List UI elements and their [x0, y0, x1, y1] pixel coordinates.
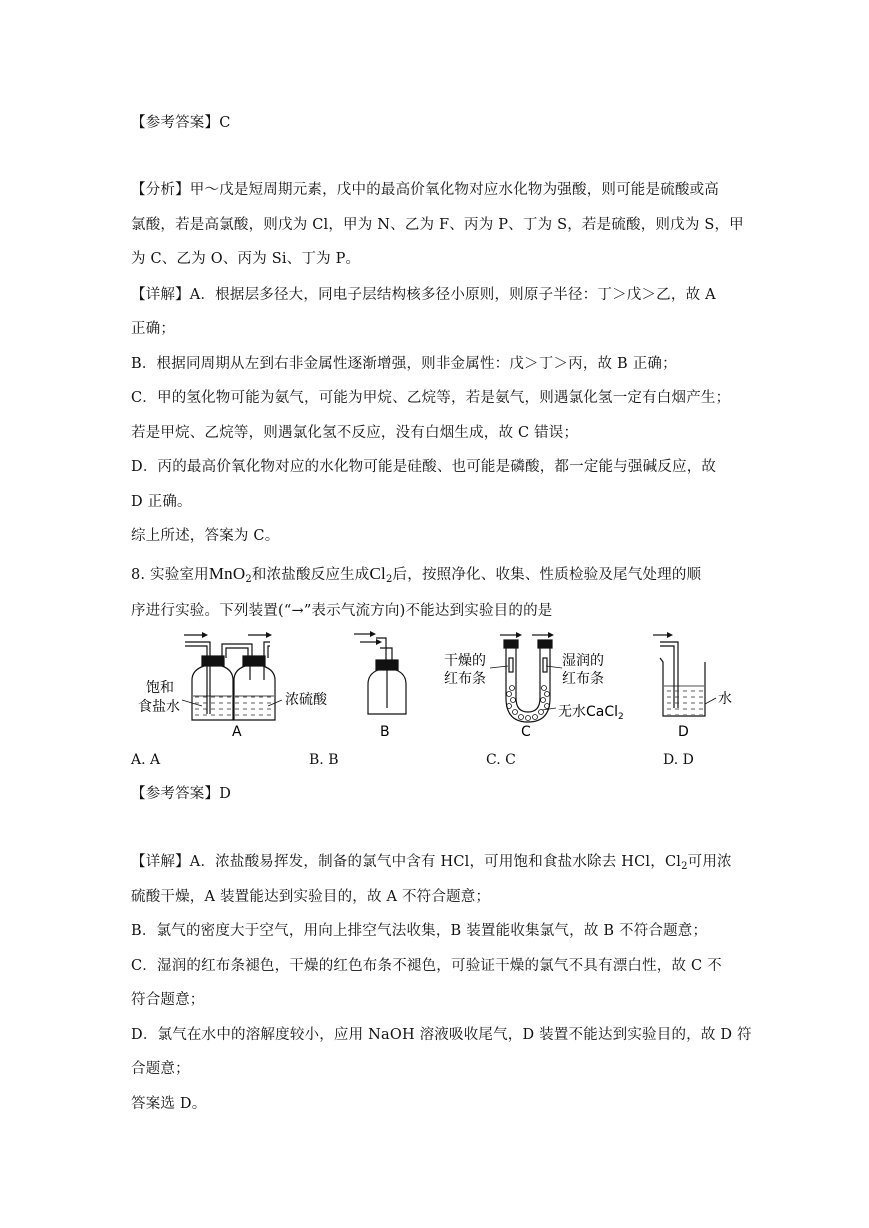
analysis-line-3: 为 C、乙为 O、丙为 Si、丁为 P。 [131, 251, 361, 267]
label-red-strip-dry: 红布条 [444, 671, 486, 687]
label-brine: 食盐水 [138, 699, 180, 715]
label-conc-sulfuric: 浓硫酸 [285, 692, 327, 708]
mno2-formula: MnO [208, 564, 246, 583]
question-8-line-2: 序进行实验。下列装置(“→”表示气流方向)不能达到实验目的的是 [131, 603, 553, 619]
mno2-subscript: 2 [245, 574, 252, 585]
detail2-a-line-1 [131, 852, 732, 877]
arrow-icon [354, 631, 376, 637]
arrow-icon [500, 632, 522, 638]
detail1-d-line-2: D 正确。 [131, 494, 192, 510]
detail2-c-line-2: 符合题意； [131, 992, 205, 1008]
detail1-c-line-1: C．甲的氢化物可能为氨气，可能为甲烷、乙烷等，若是氨气，则遇氯化氢一定有白烟产生； [131, 390, 731, 406]
analysis-line-1: 【分析】甲～戊是短周期元素，戊中的最高价氧化物对应水化物为强酸，则可能是硫酸或高 [131, 182, 719, 198]
question-8-suffix: 后，按照净化、收集、性质检验及尾气处理的顺 [392, 567, 702, 583]
detail1-c-line-2: 若是甲烷、乙烷等，则遇氯化氢不反应，没有白烟生成，故 C 错误； [131, 425, 579, 441]
caption-b: B [380, 724, 390, 740]
arrow-icon [184, 632, 208, 638]
label-saturated: 饱和 [146, 680, 174, 696]
question-8-prefix: 8. 实验室用 [131, 567, 209, 583]
detail2-a-text: 【详解】A．浓盐酸易挥发，制备的氯气中含有 HCl，可用饱和食盐水除去 HCl，Cl [131, 854, 682, 870]
label-water: 水 [718, 691, 732, 707]
option-b: B. B [309, 752, 339, 768]
label-anhydrous-cacl2: 无水CaCl$_2$ [558, 704, 624, 722]
detail2-d-line-2: 合题意； [131, 1061, 190, 1077]
detail2-a-text-end: 可用浓 [687, 854, 732, 870]
arrow-icon [360, 639, 382, 645]
cl2-subscript: 2 [385, 574, 393, 585]
detail2-b: B．氯气的密度大于空气，用向上排空气法收集，B 装置能收集氯气，故 B 不符合题意； [131, 923, 708, 939]
desiccant-granules [507, 686, 550, 721]
option-c: C. C [486, 752, 516, 768]
cl2-subscript: 2 [681, 861, 688, 872]
analysis-line-2: 氯酸，若是高氯酸，则戊为 Cl，甲为 N、乙为 F、丙为 P、丁为 S，若是硫酸，则戊为 S，甲 [131, 217, 744, 233]
label-moist: 湿润的 [562, 653, 604, 669]
apparatus-figure [130, 628, 750, 746]
detail2-d-line-1: D．氯气在水中的溶解度较小，应用 NaOH 溶液吸收尾气，D 装置不能达到实验目的，故 D 符 [131, 1027, 752, 1043]
cl2-formula: Cl [369, 564, 386, 583]
answer-heading-2: 【参考答案】D [131, 786, 232, 802]
arrow-icon [248, 632, 272, 638]
detail1-summary: 综上所述，答案为 C。 [131, 528, 280, 544]
question-8-mid: 和浓盐酸反应生成 [251, 567, 370, 583]
detail1-b: B．根据同周期从左到右非金属性逐渐增强，则非金属性：戊＞丁＞丙，故 B 正确； [131, 356, 677, 372]
detail1-a-line-1: 【详解】A．根据层多径大，同电子层结构核多径小原则，则原子半径：丁＞戊＞乙，故 A [131, 287, 716, 303]
apparatus-d [653, 632, 716, 716]
detail2-end: 答案选 D。 [131, 1096, 207, 1112]
label-red-strip-moist: 红布条 [562, 671, 604, 687]
caption-d: D [678, 724, 689, 740]
label-dry: 干燥的 [444, 653, 486, 669]
apparatus-b [354, 631, 406, 714]
detail1-d-line-1: D．丙的最高价氧化物对应的水化物可能是硅酸、也可能是磷酸，都一定能与强碱反应，故 [131, 459, 717, 475]
detail2-c-line-1: C．湿润的红布条褪色，干燥的红色布条不褪色，可验证干燥的氯气不具有漂白性，故 C 不 [131, 958, 722, 974]
question-8-line-1 [131, 564, 701, 590]
arrow-icon [532, 632, 554, 638]
answer-heading-1: 【参考答案】C [131, 115, 231, 131]
option-d: D. D [663, 752, 694, 768]
apparatus-a [182, 632, 282, 720]
detail1-a-line-2: 正确； [131, 321, 176, 337]
apparatus-c [490, 632, 562, 722]
caption-c: C [521, 724, 531, 740]
option-a: A. A [131, 752, 161, 768]
caption-a: A [232, 724, 242, 740]
arrow-icon [653, 632, 673, 638]
detail2-a-line-2: 硫酸干燥，A 装置能达到实验目的，故 A 不符合题意； [131, 889, 491, 905]
